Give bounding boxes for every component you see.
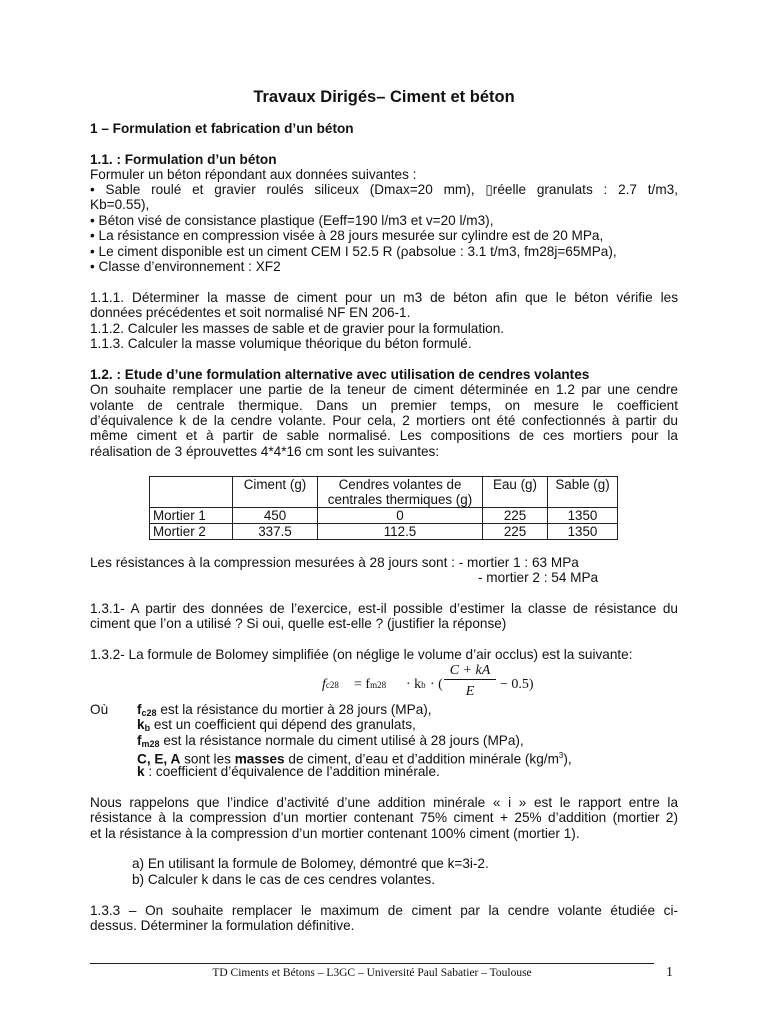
s11-bullet-2: • Béton visé de consistance plastique (Eeff=190 l/m3 et v=20 l/m3), <box>90 213 494 228</box>
subquestion-b: b) Calculer k dans le cas de ces cendres volantes. <box>132 872 435 887</box>
s12-para-line-3: d’équivalence k de la cendre volante. Pour cela, 2 mortiers ont été confectionnés à partir du <box>90 413 678 428</box>
s11-bullet-1-cont: Kb=0.55), <box>90 197 150 212</box>
table-cell: 0 <box>318 508 483 524</box>
table-cell: 225 <box>483 524 548 540</box>
s11-bullet-3: • La résistance en compression visée à 28 jours mesurée sur cylindre est de 20 MPa, <box>90 228 604 243</box>
section-1-1-heading: 1.1. : Formulation d’un béton <box>90 152 277 167</box>
s11-intro: Formuler un béton répondant aux données suivantes : <box>90 167 417 182</box>
footer-rule <box>90 963 654 964</box>
table-cell: 112.5 <box>318 524 483 540</box>
bolomey-formula <box>322 663 542 703</box>
q131-line-1: 1.3.1- A partir des données de l’exercice, est-il possible d’estimer la classe de résistance du <box>90 601 678 616</box>
table-row <box>150 508 618 524</box>
q112: 1.1.2. Calculer les masses de sable et de gravier pour la formulation. <box>90 321 505 336</box>
s11-bullet-1: • Sable roulé et gravier roulés siliceux (Dmax=20 mm), ▯réelle granulats : 2.7 t/m3, <box>90 182 678 197</box>
table-header-ciment: Ciment (g) <box>233 477 318 508</box>
table-header-cendres-line-2: centrales thermiques (g) <box>327 492 473 507</box>
table-cell: 1350 <box>548 524 618 540</box>
q131-line-2: ciment que l’on a utilisé ? Si oui, quelle est-elle ? (justifier la réponse) <box>90 616 507 631</box>
rappel-line-3: et la résistance à la compression d’un mortier contenant 100% ciment (mortier 1). <box>90 826 580 841</box>
table-cell: 337.5 <box>233 524 318 540</box>
formula-tail: − 0.5) <box>500 677 534 692</box>
table-row <box>150 524 618 540</box>
table-cell: Mortier 1 <box>150 508 233 524</box>
s12-para-line-2: volante de centrale thermique. Dans un premier temps, on mesure le coefficient <box>90 398 678 413</box>
document-title: Travaux Dirigés– Ciment et béton <box>253 88 515 106</box>
s12-para-line-1: On souhaite remplacer une partie de la teneur de ciment déterminée en 1.2 par une cendre <box>90 382 678 397</box>
q113: 1.1.3. Calculer la masse volumique théorique du béton formulé. <box>90 336 472 351</box>
s12-para-line-5: réalisation de 3 éprouvettes 4*4*16 cm sont les suivantes: <box>90 444 440 459</box>
table-header-cendres <box>318 477 483 508</box>
results-line-1: Les résistances à la compression mesurées à 28 jours sont : - mortier 1 : 63 MPa <box>90 555 579 570</box>
footer-text: TD Ciments et Bétons – L3GC – Université Paul Sabatier – Toulouse <box>212 967 532 979</box>
q111-line-1: 1.1.1. Déterminer la masse de ciment pour un m3 de béton afin que le béton vérifie les <box>90 290 678 305</box>
table-cell: 1350 <box>548 508 618 524</box>
formula-numerator: C + kA <box>449 663 491 678</box>
table-cell: Mortier 2 <box>150 524 233 540</box>
rappel-line-1: Nous rappelons que l’indice d’activité d’une addition minérale « i » est le rapport entre la <box>90 795 678 810</box>
q133-line-2: dessus. Déterminer la formulation définitive. <box>90 918 355 933</box>
q133-line-1: 1.3.3 – On souhaite remplacer le maximum de ciment par la cendre volante étudiée ci- <box>90 903 678 918</box>
table-header-sable: Sable (g) <box>548 477 618 508</box>
table-header-empty <box>150 477 233 508</box>
q111-line-2: données précédentes et soit normalisé NF EN 206-1. <box>90 305 411 320</box>
formula-denominator: E <box>465 684 475 699</box>
table-header-cendres-line-1: Cendres volantes de <box>338 477 462 492</box>
definition-kb: $k_b$ est un coefficient qui dépend des granulats, <box>137 717 416 733</box>
table-cell: 450 <box>233 508 318 524</box>
s12-para-line-4: même ciment et à partir de sable normalisé. Les compositions de ces mortiers pour la <box>90 428 678 443</box>
q132-line-1: 1.3.2- La formule de Bolomey simplifiée (on néglige le volume d’air occlus) est la suivante: <box>90 647 633 662</box>
formula-lhs: fc28 <box>322 677 339 692</box>
section-1-2-heading: 1.2. : Etude d’une formulation alternative avec utilisation de cendres volantes <box>90 367 590 382</box>
section-1-heading: 1 – Formulation et fabrication d’un béton <box>90 121 354 136</box>
mortar-composition-table <box>149 476 618 540</box>
s11-bullet-5: • Classe d’environnement : XF2 <box>90 259 281 274</box>
definition-cea: C, E, A sont les masses de ciment, d’eau et d’addition minérale $(kg/m^3)$, <box>137 751 572 767</box>
table-cell: 225 <box>483 508 548 524</box>
results-line-2: - mortier 2 : 54 MPa <box>478 570 599 585</box>
definition-fc28: $f_{c28}$ est la résistance du mortier à 28 jours (MPa), <box>137 702 432 718</box>
table-header-eau: Eau (g) <box>483 477 548 508</box>
table-header-row <box>150 477 618 508</box>
formula-eq: = fm28 <box>354 677 387 692</box>
definitions-where: Où <box>90 702 109 717</box>
definition-k: k : coefficient d’équivalence de l’addition minérale. <box>137 764 440 779</box>
page-number: 1 <box>666 965 673 980</box>
formula-fraction-bar <box>444 679 496 680</box>
definition-fm28: $f_{m28}$ est la résistance normale du ciment utilisé à 28 jours (MPa), <box>137 733 524 749</box>
formula-paren: · ( <box>430 677 443 692</box>
rappel-line-2: résistance à la compression d’un mortier contenant 75% ciment + 25% d’addition (mortier 2) <box>90 810 678 825</box>
subquestion-a: a) En utilisant la formule de Bolomey, démontré que k=3i-2. <box>132 856 489 871</box>
formula-kb: · kb <box>406 677 426 692</box>
s11-bullet-4: • Le ciment disponible est un ciment CEM I 52.5 R (ρabsolue : 3.1 t/m3, fm28j=65MPa), <box>90 244 617 259</box>
